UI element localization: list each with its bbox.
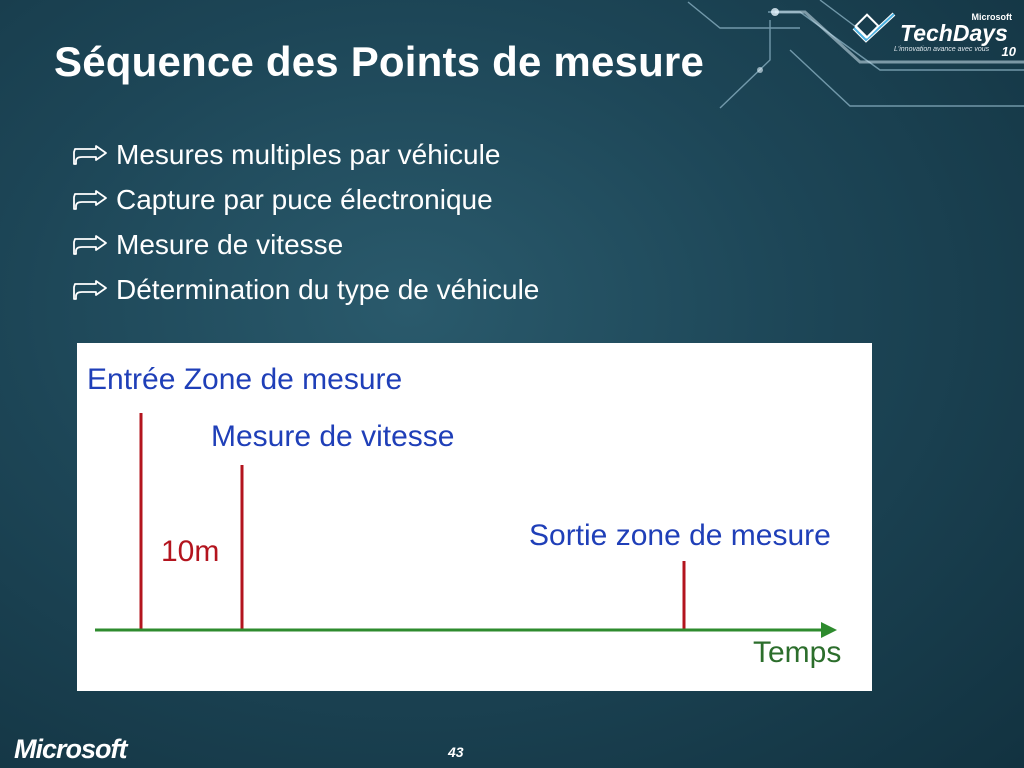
bullet-item bbox=[72, 132, 539, 177]
pointing-hand-icon bbox=[72, 234, 110, 256]
bullet-item bbox=[72, 267, 539, 312]
bullet-text: Mesure de vitesse bbox=[116, 228, 344, 260]
bullet-list bbox=[72, 132, 539, 312]
pointing-hand-icon bbox=[72, 279, 110, 301]
bullet-item bbox=[72, 177, 539, 222]
time-axis-label: Temps bbox=[753, 636, 842, 669]
bullet-text: Capture par puce électronique bbox=[116, 183, 493, 215]
pointing-hand-icon bbox=[72, 144, 110, 166]
techdays-microsoft-label: Microsoft bbox=[971, 12, 1012, 22]
bullet-text: Mesures multiples par véhicule bbox=[116, 138, 501, 170]
techdays-version: 10 bbox=[1001, 44, 1016, 59]
techdays-name: TechDays bbox=[900, 20, 1008, 46]
speed-measure-label: Mesure de vitesse bbox=[211, 420, 455, 453]
bullet-item bbox=[72, 222, 539, 267]
techdays-check-icon bbox=[850, 10, 898, 46]
techdays-tagline: L'innovation avance avec vous bbox=[894, 46, 990, 53]
page-number: 43 bbox=[448, 744, 464, 760]
bullet-text: Détermination du type de véhicule bbox=[116, 273, 540, 305]
exit-zone-label: Sortie zone de mesure bbox=[529, 519, 831, 552]
slide-title: Séquence des Points de mesure bbox=[54, 38, 705, 85]
pointing-hand-icon bbox=[72, 189, 110, 211]
techdays-logo bbox=[850, 8, 1020, 58]
entry-zone-label: Entrée Zone de mesure bbox=[87, 363, 403, 396]
distance-label: 10m bbox=[161, 535, 220, 568]
microsoft-logo: Microsoft bbox=[14, 734, 127, 764]
timeline-diagram bbox=[77, 343, 872, 691]
